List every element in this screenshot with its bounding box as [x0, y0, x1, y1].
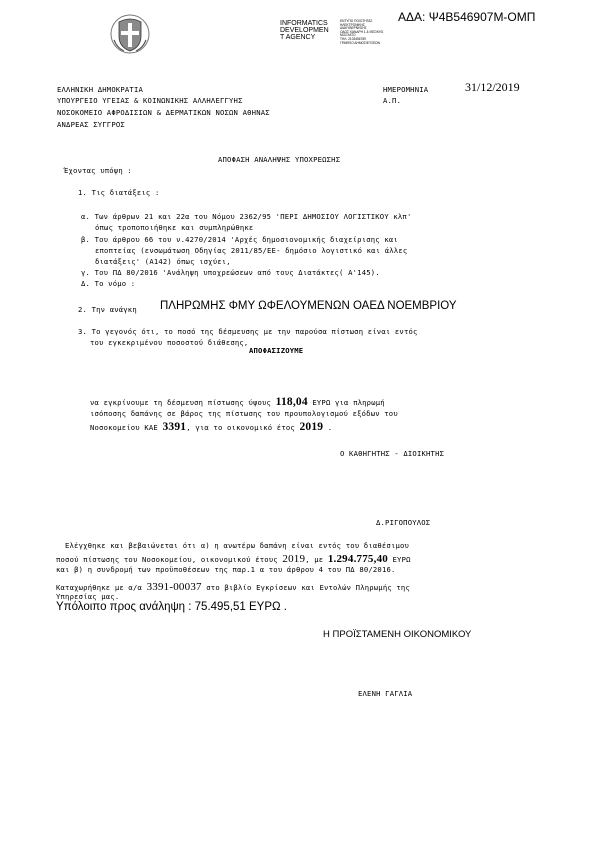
check-line3: και β) η συνδρομή των προϋποθέσεων της παρ.1 α του άρθρου 4 του ΠΔ 80/2016.: [56, 565, 396, 574]
decision-line1: να εγκρίνουμε τη δέσμευση πίστωσης ύψους 118,04 ΕΥΡΩ για πληρωμή: [90, 396, 385, 408]
finance-head-title: Η ΠΡΟΪΣΤΑΜΕΝΗ ΟΙΚΟΝΟΜΙΚΟΥ: [323, 629, 472, 640]
signer-name: Δ.ΡΙΓΟΠΟΥΛΟΣ: [376, 518, 431, 527]
remaining-amount: Υπόλοιπο προς ανάληψη : 75.495,51 ΕΥΡΩ .: [56, 601, 288, 613]
date-label: ΗΜΕΡΟΜΗΝΙΑ: [383, 85, 429, 94]
item-3-line1: 3. Το γεγονός ότι, το ποσό της δέσμευσης με την παρούσα πίστωση είναι εντός: [78, 327, 418, 336]
decision-line3: Νοσοκομείου ΚΑΕ 3391, για το οικονομικό έτος 2019 .: [90, 421, 333, 433]
item-1b-line3: διατάξεις' (Α142) όπως ισχύει,: [95, 257, 231, 266]
signer-title: Ο ΚΑΘΗΓΗΤΗΣ - ΔΙΟΙΚΗΤΗΣ: [340, 449, 445, 458]
finance-head-name: ΕΛΕΝΗ ΓΑΓΛΙΑ: [358, 689, 413, 698]
hellenic-emblem-icon: [110, 14, 150, 54]
decision-heading: ΑΠΟΦΑΣΙΖΟΥΜΕ: [249, 346, 304, 355]
date-value: 31/12/2019: [465, 80, 520, 94]
check-line1: Ελέγχθηκε και βεβαιώνεται ότι α) η ανωτέρω δαπάνη είναι εντός του διαθέσιμου: [65, 541, 410, 550]
available-amount: 1.294.775,40: [327, 553, 388, 565]
protocol-label: Α.Π.: [383, 96, 402, 105]
item-3-line2: του εγκεκριμένου ποσοστού διάθεσης,: [90, 338, 249, 347]
fiscal-year: 2019: [299, 421, 324, 433]
item-1: 1. Τις διατάξεις :: [78, 188, 160, 197]
ida-logo-line: INFORMATICS: [280, 20, 328, 27]
decision-line2: ισόποσης δαπάνης σε βάρος της πίστωσης του προυπολογισμού εξόδων του: [90, 409, 398, 418]
header-ministry: ΥΠΟΥΡΓΕΙΟ ΥΓΕΙΑΣ & ΚΟΙΝΩΝΙΚΗΣ ΑΛΛΗΛΕΓΓΥΗΣ: [57, 96, 243, 105]
intro-text: Έχοντας υπόψη :: [64, 166, 132, 175]
ida-logo: [280, 20, 329, 41]
header-republic: ΕΛΛΗΝΙΚΗ ΔΗΜΟΚΡΑΤΙΑ: [57, 85, 144, 94]
register-line2: Υπηρεσίας μας.: [56, 592, 120, 601]
item-1d: Δ. Το νόμο :: [81, 279, 136, 288]
item-2-label: 2. Την ανάγκη: [78, 305, 137, 314]
register-line1: Καταχωρήθηκε με α/α 3391-00037 στο βιβλίο Εγκρίσεων και Εντολών Πληρωμής της: [56, 581, 410, 593]
header-hospital-name: ΑΝΔΡΕΑΣ ΣΥΓΓΡΟΣ: [57, 120, 125, 129]
item-1b-line2: εποπτείας (ενσωμάτωση Οδηγίας 2011/85/ΕΕ- δημόσιο λογιστικό και άλλες: [95, 246, 408, 255]
ida-logo-line: DEVELOPMEN: [280, 27, 329, 34]
ida-logo-subtext: ΕΝΤΥΠΟ ΠΟΙΟΤΗΤΑΣ ΗΛΕΚΤΡΟΝΙΚΗΣ ΔΙΑΚΥΒΕΡΝΗΣΗΣ ΟΔΟΣ ΧΑΝΔΡΗ 1 & ΘΕΣ/ΚΗΣ ΜΟΣΧΑΤΟ ΤΗΛ: 2103456789 ΓΡΑΦΕΙΟ ΔΗΜΟΣΙΕΥΣΕΩΝ: [340, 19, 384, 45]
commitment-amount: 118,04: [275, 396, 308, 408]
kae-code: 3391: [162, 421, 187, 433]
ida-logo-line: T AGENCY: [280, 34, 316, 41]
item-1g: γ. Του ΠΔ 80/2016 'Ανάληψη υποχρεώσεων από τους Διατάκτες( Α'145).: [81, 268, 380, 277]
header-hospital: ΝΟΣΟΚΟΜΕΙΟ ΑΦΡΟΔΙΣΙΩΝ & ΔΕΡΜΑΤΙΚΩΝ ΝΟΣΩΝ ΑΘΗΝΑΣ: [57, 108, 270, 117]
item-1b-line1: β. Του άρθρου 66 του ν.4270/2014 'Αρχές δημοσιονομικής διαχείρισης και: [81, 235, 398, 244]
item-2-value: ΠΛΗΡΩΜΗΣ ΦΜΥ ΩΦΕΛΟΥΜΕΝΩΝ ΟΑΕΔ ΝΟΕΜΒΡΙΟΥ: [160, 300, 457, 312]
item-1a-line1: α. Των άρθρων 21 και 22α του Νόμου 2362/95 'ΠΕΡΙ ΔΗΜΟΣΙΟΥ ΛΟΓΙΣΤΙΚΟΥ κλπ': [81, 212, 412, 221]
item-1a-line2: όπως τροποποιήθηκε και συμπληρώθηκε: [95, 223, 254, 232]
ada-code: ΑΔΑ: Ψ4Β546907Μ-ΟΜΠ: [398, 10, 536, 24]
register-number: 3391-00037: [146, 581, 202, 593]
check-line2: ποσού πίστωσης του Νοσοκομείου, οικονομικού έτους 2019, με 1.294.775,40 ΕΥΡΩ: [56, 553, 411, 565]
check-year: 2019: [282, 553, 306, 565]
document-title: ΑΠΟΦΑΣΗ ΑΝΑΛΗΨΗΣ ΥΠΟΧΡΕΩΣΗΣ: [218, 155, 341, 164]
